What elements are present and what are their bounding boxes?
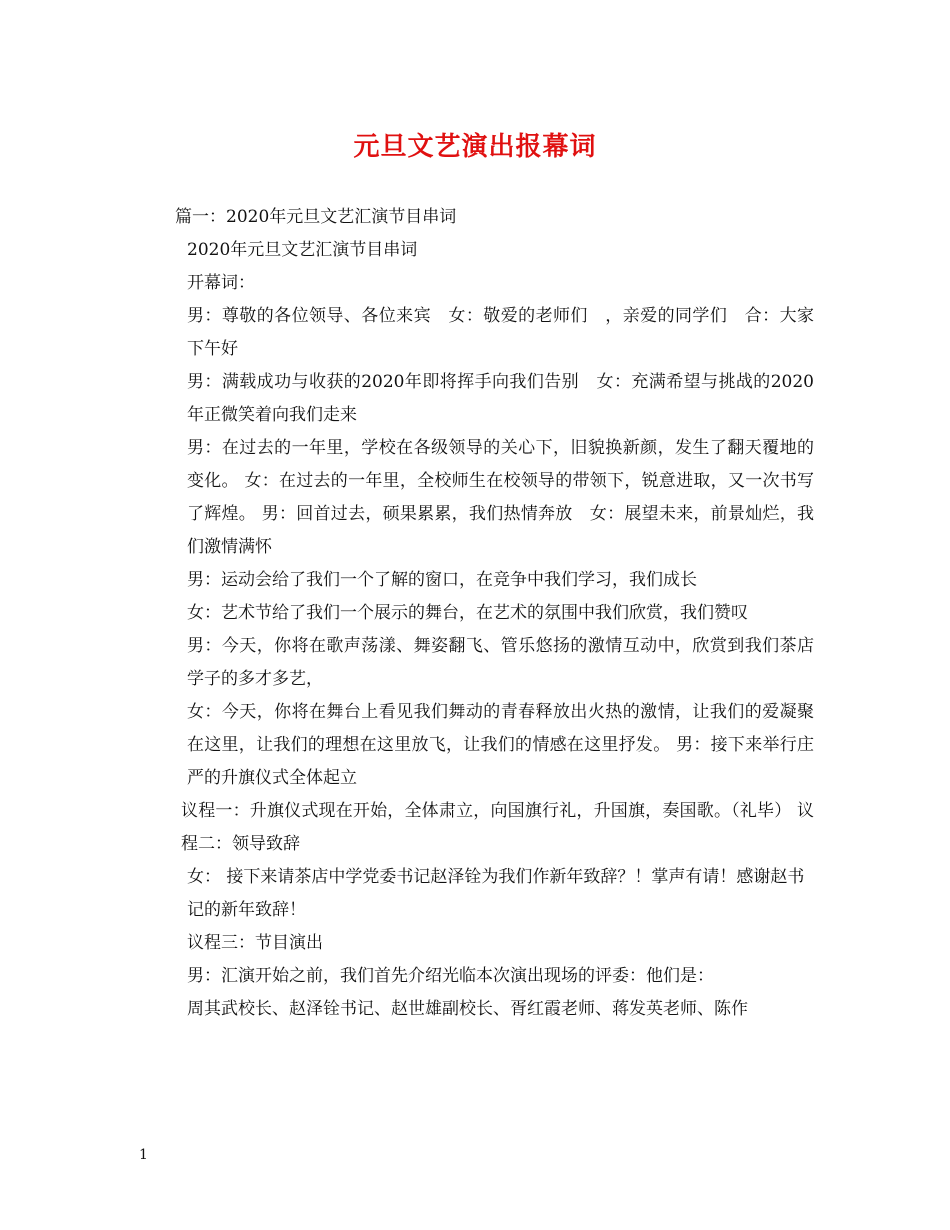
paragraph: 男：运动会给了我们一个了解的窗口，在竞争中我们学习，我们成长 [187,570,697,590]
paragraph: 女：艺术节给了我们一个展示的舞台，在艺术的氛围中我们欣赏，我们赞叹 [187,603,748,623]
paragraph: 男：在过去的一年里，学校在各级领导的关心下，旧貌换新颜，发生了翻天覆地的变化。 女：在过去的一年里，全校师生在校领导的带领下，锐意进取，又一次书写了辉煌。 男：回首过去，硕果累累，我们热情奔放 女：展望未来，前景灿烂，我们激情满怀 [187,438,814,557]
paragraph: 议程三：节目演出 [187,933,323,953]
paragraph: 2020年元旦文艺汇演节目串词 [187,240,418,260]
paragraph: 男：尊敬的各位领导、各位来宾 女：敬爱的老师们 ，亲爱的同学们 合：大家下午好 [187,306,814,359]
paragraph: 女：今天，你将在舞台上看见我们舞动的青春释放出火热的激情，让我们的爱凝聚在这里，让我们的理想在这里放飞，让我们的情感在这里抒发。 男：接下来举行庄严的升旗仪式全体起立 [187,702,814,788]
paragraph: 男：满载成功与收获的2020年即将挥手向我们告别 女：充满希望与挑战的2020年正微笑着向我们走来 [187,372,814,425]
page-number: 1 [139,1147,148,1163]
paragraph: 开幕词： [187,273,255,293]
paragraph: 男：今天，你将在歌声荡漾、舞姿翻飞、管乐悠扬的激情互动中，欣赏到我们茶店学子的多才多艺， [187,636,814,689]
paragraph: 周其武校长、赵泽铨书记、赵世雄副校长、胥红霞老师、蒋发英老师、陈作 [187,999,748,1019]
document-body [139,201,814,1026]
paragraph: 议程一：升旗仪式现在开始，全体肃立，向国旗行礼，升国旗，奏国歌。（礼毕） 议程二：领导致辞 [181,801,814,854]
paragraph: 女： 接下来请茶店中学党委书记赵泽铨为我们作新年致辞？！掌声有请！感谢赵书 [187,867,805,887]
paragraph: 记的新年致辞！ [187,900,306,920]
paragraph: 男：汇演开始之前，我们首先介绍光临本次演出现场的评委：他们是： [187,966,714,986]
document-title: 元旦文艺演出报幕词 [353,132,597,162]
paragraph: 篇一：2020年元旦文艺汇演节目串词 [175,207,457,227]
